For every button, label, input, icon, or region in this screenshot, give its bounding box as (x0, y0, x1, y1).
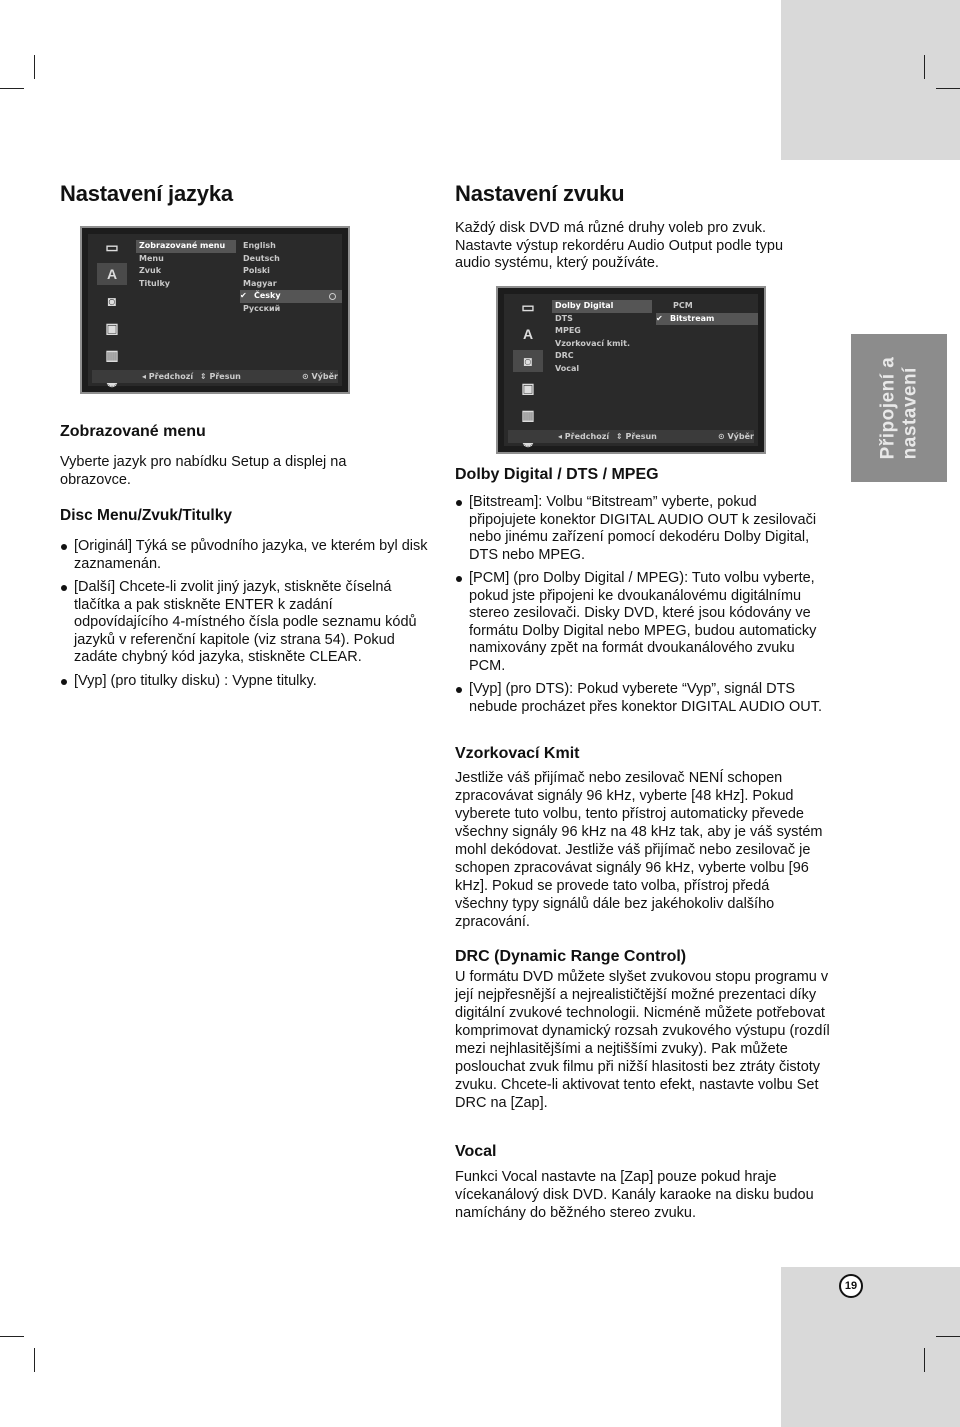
osd-language-list (240, 240, 342, 315)
osd-option-item: PCM (673, 301, 693, 310)
dolby-bullets (455, 494, 825, 722)
film-icon: ▥ (521, 406, 535, 423)
bullet-item: [Vyp] (pro DTS): Pokud vyberete “Vyp”, signál DTS nebude procházet přes konektor DIGITAL AUDIO OUT. (455, 681, 825, 716)
section-tab-line2: nastavení (899, 367, 921, 460)
osd-menu-item: Zobrazované menu (136, 240, 236, 253)
osd-footer-move: ⇕ Přesun (616, 432, 657, 441)
osd-footer-bar (92, 370, 338, 383)
bullet-item: [Vyp] (pro titulky disku) : Vypne titulky. (60, 673, 430, 691)
osd-language-item: Magyar (243, 278, 277, 288)
osd-footer-prev: ◂ Předchozí (142, 372, 194, 381)
sampling-heading: Vzorkovací Kmit (455, 745, 580, 762)
osd-audio-menu-list (552, 300, 652, 375)
page-number: 19 (839, 1274, 863, 1298)
osd-audio-option-list (656, 300, 758, 325)
drc-heading: DRC (Dynamic Range Control) (455, 948, 687, 965)
osd-language-item: Deutsch (243, 253, 280, 263)
language-osd-screenshot (80, 226, 350, 394)
crop-mark (936, 1336, 960, 1337)
crop-mark (924, 1348, 925, 1372)
crop-mark (0, 1336, 24, 1337)
crop-mark (936, 88, 960, 89)
select-dot-icon (329, 293, 336, 300)
osd-menu-item: Vzorkovací kmit. (555, 338, 631, 348)
osd-menu-item: DRC (555, 351, 574, 360)
osd-language-selected (240, 290, 342, 303)
bullet-item: [Další] Chcete-li zvolit jiný jazyk, stiskněte číselná tlačítka a pak stiskněte ENTER k zadání odpovídajícího 4-místného čísla podle seznamu kódů jazyků v referenční kapitole (viz strana 54). Pokud zadáte chybný kód jazyka, stiskněte CLEAR. (60, 579, 430, 667)
display-menu-text: Vyberte jazyk pro nabídku Setup a displej na obrazovce. (60, 454, 347, 488)
osd-language-item: Polski (243, 266, 270, 275)
language-icon: A (97, 263, 127, 285)
osd-menu-item: Titulky (139, 278, 170, 288)
crop-mark (34, 55, 35, 79)
osd-menu-item: Dolby Digital (552, 300, 652, 313)
bullet-item: [Bitstream]: Volbu “Bitstream” vyberte, pokud připojujete konektor DIGITAL AUDIO OUT k zesilovači nebo jinému zařízení pomocí dekodéru Dolby Digital, DTS nebo MPEG. (455, 494, 825, 564)
disc-menu-bullets (60, 538, 430, 696)
vocal-heading: Vocal (455, 1143, 497, 1160)
language-settings-title: Nastavení jazyka (60, 181, 233, 206)
osd-footer-prev: ◂ Předchozí (558, 432, 610, 441)
osd-menu-item: Menu (139, 253, 164, 263)
check-icon: ✔ (240, 291, 247, 300)
dolby-heading: Dolby Digital / DTS / MPEG (455, 466, 659, 483)
disc-icon: ▭ (521, 298, 535, 315)
audio-icon: ◙ (513, 350, 543, 372)
osd-option-selected (656, 313, 758, 326)
crop-mark (34, 1348, 35, 1372)
osd-language-item: Русский (243, 303, 281, 313)
osd-menu-list (136, 240, 236, 290)
osd-menu-item: Vocal (555, 363, 580, 373)
bullet-item: [Originál] Týká se původního jazyka, ve kterém byl disk zaznamenán. (60, 538, 430, 573)
osd-footer-select: ⊙ Výběr (718, 432, 754, 441)
disc-menu-heading: Disc Menu/Zvuk/Titulky (60, 507, 232, 524)
film-icon: ▥ (105, 346, 119, 363)
disc-icon: ▭ (105, 238, 119, 255)
sampling-text: Jestliže váš přijímač nebo zesilovač NENÍ schopen zpracovávat signály 96 kHz, vyberte [48 kHz]. Pokud vyberete tuto volbu, tento přístroj automaticky převede všechny signály 96 kHz na 48 kHz tak, aby je váš systém mohl dekódovat. Jestliže váš přijímač nebo zesilovač je schopen zpracovávat signály 96 kHz, vyberte volbu [96 kHz]. Pokud se provede tato volba, přístroj předá všechny typy signálů dále bez jakéhokoliv dalšího zpracování. (455, 770, 823, 930)
audio-intro-text: Každý disk DVD má různé druhy voleb pro zvuk. Nastavte výstup rekordéru Audio Output podle typu audio systému, který používáte. (455, 220, 784, 271)
osd-language-item: Česky (254, 291, 281, 300)
audio-settings-title: Nastavení zvuku (455, 181, 625, 206)
lock-icon: ▣ (521, 379, 535, 396)
check-icon: ✔ (656, 313, 663, 323)
osd-language-item: English (243, 241, 276, 250)
bullet-item: [PCM] (pro Dolby Digital / MPEG): Tuto volbu vyberte, pokud jste připojeni ke dvoukanálovému digitálnímu stereo zesilovači. Disky DVD, které jsou kódovány ve formátu Dolby Digital nebo MPEG, budou automaticky namixovány zpět na formát dvoukanálového zvuku PCM. (455, 570, 825, 675)
osd-footer-bar (508, 430, 754, 443)
audio-icon: ◙ (107, 293, 117, 309)
crop-mark (0, 88, 24, 89)
section-tab-line1: Připojení a (877, 356, 899, 460)
section-tab-label (855, 338, 943, 478)
osd-footer-select: ⊙ Výběr (302, 372, 338, 381)
display-menu-heading: Zobrazované menu (60, 423, 206, 440)
osd-menu-item: Zvuk (139, 266, 162, 275)
lock-icon: ▣ (105, 319, 119, 336)
osd-menu-item: MPEG (555, 326, 581, 335)
osd-option-item: Bitstream (670, 313, 715, 323)
strip-white (851, 160, 960, 1267)
crop-mark (924, 55, 925, 79)
osd-footer-move: ⇕ Přesun (200, 372, 241, 381)
audio-osd-screenshot (496, 286, 766, 454)
drc-text: U formátu DVD můžete slyšet zvukovou stopu programu v její nejpřesnější a nejrealističtější možné prezentaci díky digitální zvukové technologii. Nicméně můžete potřebovat komprimovat dynamický rozsah zvukového výstupu (rozdíl mezi nejhlasitějšími a nejtiššími zvuky). Pak můžete poslouchat zvuk filmu při nižší hlasitosti bez ztráty čistoty zvuku. Chcete-li aktivovat tento efekt, nastavte volbu Set DRC na [Zap]. (455, 969, 830, 1111)
osd-menu-item: DTS (555, 313, 573, 323)
vocal-text: Funkci Vocal nastavte na [Zap] pouze pokud hraje vícekanálový disk DVD. Kanály karaoke na disku budou namíchány do běžného stereo zvuku. (455, 1169, 814, 1221)
language-icon: A (522, 326, 534, 342)
